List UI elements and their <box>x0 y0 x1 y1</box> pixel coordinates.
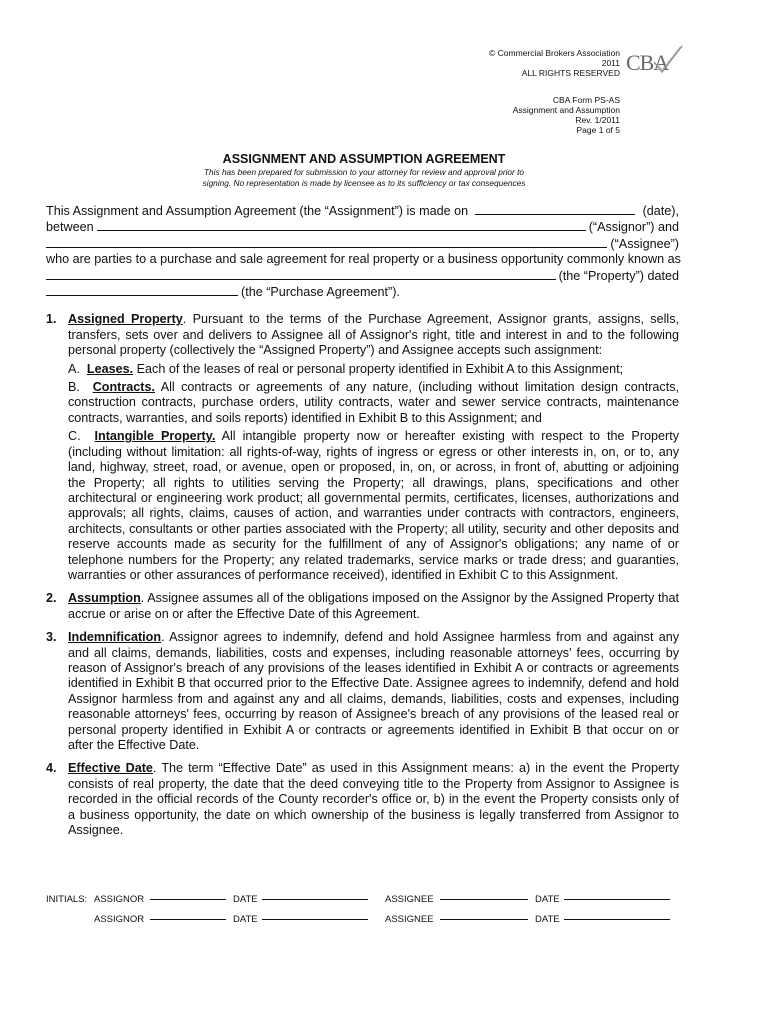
document-title: ASSIGNMENT AND ASSUMPTION AGREEMENT <box>222 152 506 166</box>
intro-line-5 <box>46 268 679 284</box>
section-assumption <box>46 591 679 622</box>
assignor-name-field[interactable] <box>97 219 586 231</box>
assignee-name-field[interactable] <box>46 236 607 248</box>
copyright-text: © Commercial Brokers Association <box>489 48 620 58</box>
section-heading: Indemnification <box>68 630 162 645</box>
section-effective-date <box>46 761 679 838</box>
intro-text-1: This Assignment and Assumption Agreement (the “Assignment”) is made on <box>46 204 469 218</box>
initials-block <box>46 890 726 930</box>
assignor-label: ASSIGNOR <box>94 894 145 905</box>
section-number: 4. <box>46 761 57 776</box>
initials-row-1 <box>46 890 726 910</box>
subtitle-line-1: This has been prepared for submission to your attorney for review and approval prior to <box>203 167 525 177</box>
subsection-text: All intangible property now or hereafter existing with respect to the Property (including without limitation: all rights-of-way, rights of ingress or egress or other interests in, on, or to, any land, highway, street, road, or avenue, open or proposed, in, on, or across, in front of, abutting or adjoining the Property; all rights to utilities serving the Property; all drawings, plans, specifications and other architectural or engineering work product; all governmental permits, certificates, licenses, authorizations and approvals; all rights, claims, causes of action, and warranties under contracts with contractors, engineers, architects, consultants or other parties associated with the Property; all utility, security and other deposits and reserve accounts made as security for the fulfillment of any of Assignor's obligations; any name of or telephone numbers for the Property; any related trademarks, service marks or trade dress; and guaranties, warranties or other assurances of performance received), identified in Exhibit C to this Assignment. <box>68 429 680 582</box>
section-paragraph <box>68 761 679 838</box>
section-heading: Assumption <box>68 591 141 606</box>
purchase-agreement-label: (the “Purchase Agreement”). <box>241 285 400 300</box>
subsection-text: All contracts or agreements of any nature, (including without limitation design contracts, construction contracts, purchase orders, utility contracts, water and sewer service contracts, maintenance contracts, warranties, and soils reports) identified in Exhibit B to this Assignment; and <box>68 380 679 425</box>
subsection-text: Each of the leases of real or personal property identified in Exhibit A to this Assignment; <box>136 361 624 376</box>
assignee-label: ASSIGNEE <box>385 914 434 925</box>
intro-line-4: who are parties to a purchase and sale agreement for real property or a business opportunity commonly known as <box>46 252 681 267</box>
property-field[interactable] <box>46 268 556 280</box>
cba-logo <box>626 44 686 76</box>
copyright-year: 2011 <box>601 58 620 68</box>
form-revision: Rev. 1/2011 <box>575 115 620 125</box>
date-field[interactable] <box>475 203 635 215</box>
purchase-agreement-date-field[interactable] <box>46 284 238 296</box>
subtitle-line-2: signing. No representation is made by licensee as to its sufficiency or tax consequences <box>202 178 526 188</box>
initials-row-2 <box>46 910 726 930</box>
section-text: . The term “Effective Date” as used in this Assignment means: a) in the event the Property consists of real property, the date that the deed conveying title to the Property from Assignor to Assignee is recorded in the official records of the County recorder's office or, b) in the event the Property consists only of a business opportunity, the date on which ownership of the business is legally transferred from Assignor to Assignee. <box>68 761 679 838</box>
property-label: (the “Property”) dated <box>558 268 679 283</box>
subsection-leases <box>68 362 679 377</box>
subsection-label: A. <box>68 361 80 376</box>
initials-label: INITIALS: <box>46 894 88 905</box>
document-body <box>46 203 679 838</box>
subsection-intangible-property <box>68 429 679 583</box>
logo-check-icon <box>650 44 684 74</box>
copyright-block <box>489 48 620 78</box>
intro-line-2 <box>46 219 679 235</box>
section-number: 2. <box>46 591 57 606</box>
section-paragraph <box>68 312 679 358</box>
section-indemnification <box>46 630 679 753</box>
rights-text: ALL RIGHTS RESERVED <box>521 68 620 78</box>
assignee-label: ASSIGNEE <box>385 894 434 905</box>
intro-line-3 <box>46 236 679 252</box>
date-label: DATE <box>535 914 560 925</box>
section-text: . Assignee assumes all of the obligations imposed on the Assignor by the Assigned Property that accrue or arise on or after the Effective Date of this Agreement. <box>68 591 679 621</box>
subsection-contracts <box>68 380 679 426</box>
section-heading: Assigned Property <box>68 312 183 327</box>
subsection-label: B. <box>68 380 80 395</box>
subsection-heading: Intangible Property. <box>94 429 216 444</box>
section-number: 3. <box>46 630 57 645</box>
assignor-label: ASSIGNOR <box>94 914 145 925</box>
subsection-heading: Contracts. <box>92 380 155 395</box>
section-paragraph <box>68 630 679 753</box>
subsection-heading: Leases. <box>86 361 134 376</box>
section-heading: Effective Date <box>68 761 153 776</box>
date-label: (date), <box>642 204 679 218</box>
section-number: 1. <box>46 312 57 327</box>
form-id-block <box>513 95 620 135</box>
document-subtitle <box>0 167 728 189</box>
assignee-label: (“Assignee”) <box>610 236 679 251</box>
between-label: between <box>46 220 94 235</box>
form-name: CBA Form PS-AS <box>552 95 620 105</box>
intro-line-6 <box>46 284 679 300</box>
date-label: DATE <box>535 894 560 905</box>
section-assigned-property <box>46 312 679 583</box>
subsection-label: C. <box>68 429 81 444</box>
date-label: DATE <box>233 894 258 905</box>
logo-text: CBA <box>626 50 669 75</box>
section-text: . Assignor agrees to indemnify, defend and hold Assignee harmless from and against any and all claims, demands, liabilities, costs and expenses, including reasonable attorneys' fees, occurring by reason of Assignor's breach of any provisions of the leases identified in Exhibit A or contracts or agreements identified in Exhibit B that occurred prior to the Effective Date. Assignee agrees to indemnify, defend and hold Assignor harmless from and against any and all claims, demands, liabilities, costs and expenses, including reasonable attorneys' fees, occurring by reason of Assignee's breach of any provisions of the leased real or personal property identified in Exhibit A or contracts or agreements identified in Exhibit B that occur on or after the Effective Date. <box>68 630 679 752</box>
assignor-label: (“Assignor”) and <box>588 220 679 235</box>
date-label: DATE <box>233 914 258 925</box>
form-title: Assignment and Assumption <box>512 105 620 115</box>
section-paragraph <box>68 591 679 622</box>
section-text: . Pursuant to the terms of the Purchase Agreement, Assignor grants, assigns, sells, transfers, sets over and delivers to Assignee all of Assignor's right, title and interest in and to the following personal property (collectively the “Assigned Property”) and Assignee accepts such assignment: <box>68 312 680 358</box>
page-number: Page 1 of 5 <box>576 125 620 135</box>
intro-line-1 <box>46 203 679 219</box>
